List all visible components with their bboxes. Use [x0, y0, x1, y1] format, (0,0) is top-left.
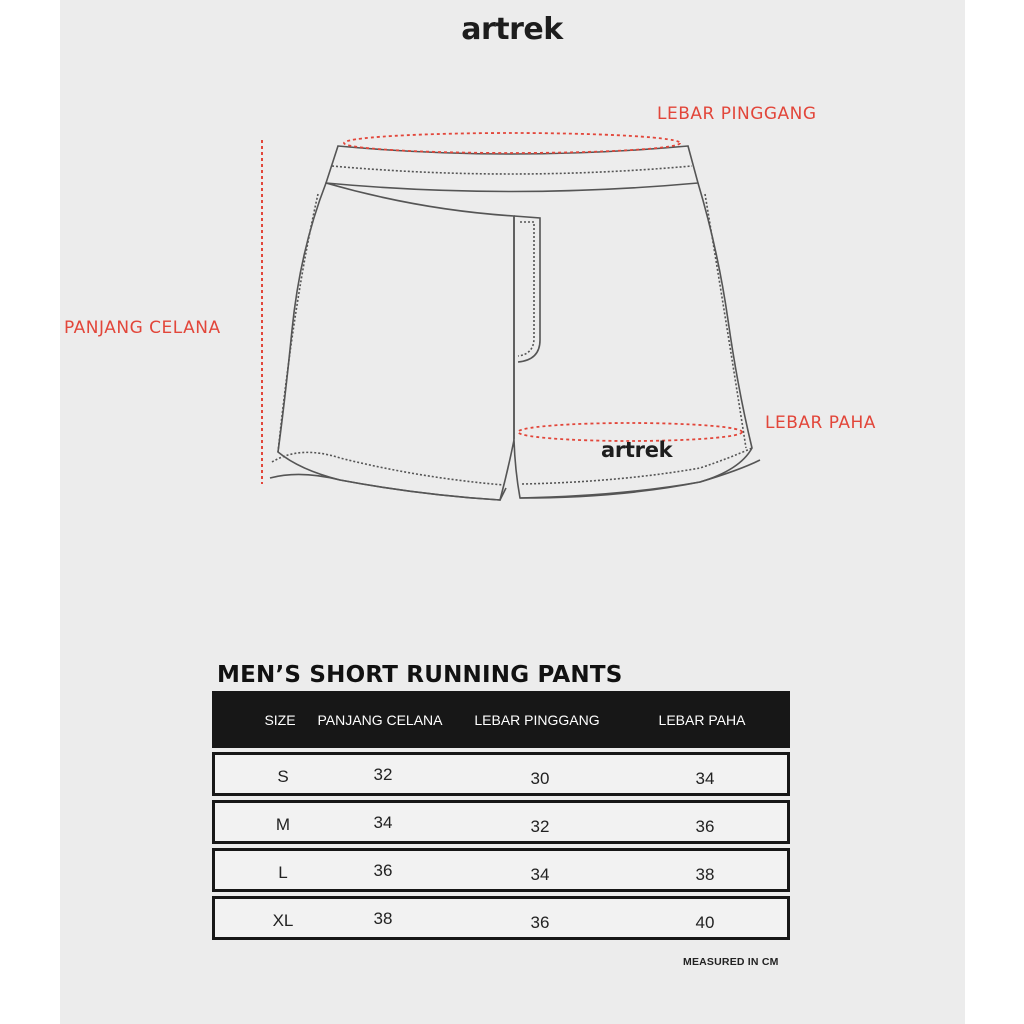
brand-logo: artrek	[461, 12, 563, 47]
thigh-width-cell: 36	[695, 817, 715, 836]
header-size: SIZE	[264, 712, 296, 728]
waist-width-label: LEBAR PINGGANG	[657, 104, 817, 124]
waist-width-cell: 30	[530, 769, 550, 788]
thigh-width-cell: 34	[695, 769, 715, 788]
measurement-unit-note: MEASURED IN CM	[683, 956, 779, 968]
header-thigh-width: LEBAR PAHA	[658, 712, 746, 728]
pants-length-label: PANJANG CELANA	[64, 318, 221, 338]
size-cell: L	[278, 863, 288, 882]
shorts-brand-logo: artrek	[601, 438, 673, 462]
pants-length-cell: 38	[373, 909, 393, 928]
size-cell: M	[275, 815, 291, 834]
table-row	[212, 896, 790, 940]
pants-length-cell: 34	[373, 813, 393, 832]
size-table	[212, 691, 790, 940]
table-row	[212, 800, 790, 844]
table-row	[212, 752, 790, 796]
waist-width-cell: 36	[530, 913, 550, 932]
pants-length-cell: 32	[373, 765, 393, 784]
pants-length-cell: 36	[373, 861, 393, 880]
header-waist-width: LEBAR PINGGANG	[474, 712, 600, 728]
table-title: MEN’S SHORT RUNNING PANTS	[217, 662, 623, 688]
header-pants-length: PANJANG CELANA	[317, 712, 443, 728]
table-row	[212, 848, 790, 892]
table-header-row	[212, 691, 790, 748]
thigh-width-cell: 38	[695, 865, 715, 884]
size-cell: XL	[272, 911, 294, 930]
waist-width-cell: 34	[530, 865, 550, 884]
size-cell: S	[277, 767, 289, 786]
thigh-width-cell: 40	[695, 913, 715, 932]
thigh-width-label: LEBAR PAHA	[765, 413, 876, 433]
waist-width-cell: 32	[530, 817, 550, 836]
